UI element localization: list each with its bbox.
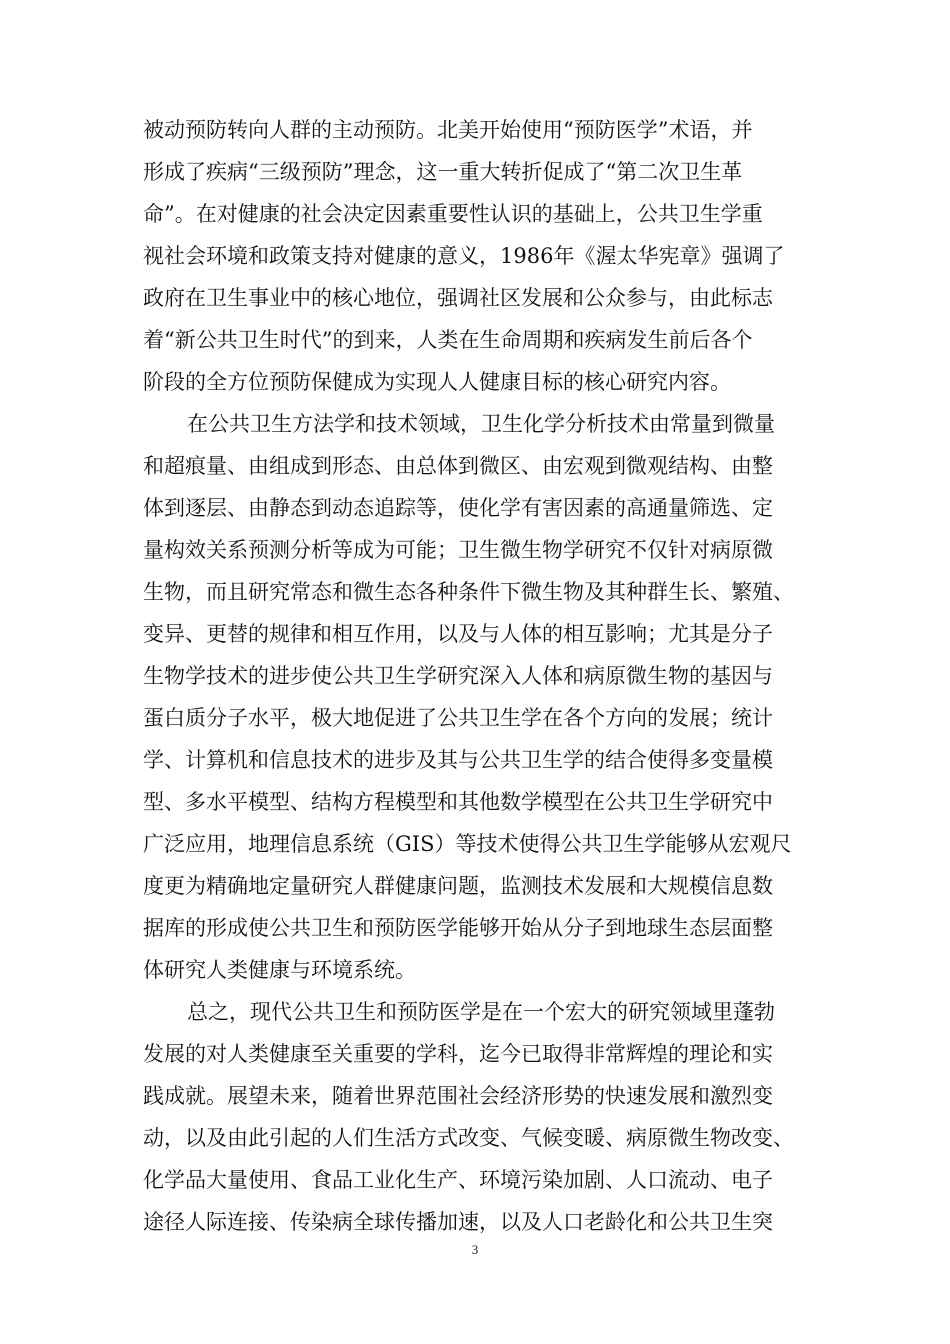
text-line: 途径人际连接、传染病全球传播加速，以及人口老龄化和公共卫生突 xyxy=(143,1210,773,1234)
text-line: 践成就。展望未来，随着世界范围社会经济形势的快速发展和激烈变 xyxy=(143,1084,773,1108)
body-text xyxy=(143,109,826,1243)
text-line: 动，以及由此引起的人们生活方式改变、气候变暖、病原微生物改变、 xyxy=(143,1126,794,1150)
text-line: 生物，而且研究常态和微生态各种条件下微生物及其种群生长、繁殖、 xyxy=(143,580,794,604)
paragraph-3 xyxy=(143,991,826,1243)
text-line: 体研究人类健康与环境系统。 xyxy=(143,958,416,982)
text-line: 广泛应用，地理信息系统（GIS）等技术使得公共卫生学能够从宏观尺 xyxy=(143,832,792,856)
text-line: 蛋白质分子水平，极大地促进了公共卫生学在各个方向的发展；统计 xyxy=(143,706,773,730)
page-number: 3 xyxy=(471,1242,479,1257)
text-line: 命”。在对健康的社会决定因素重要性认识的基础上，公共卫生学重 xyxy=(143,202,763,226)
text-line: 总之，现代公共卫生和预防医学是在一个宏大的研究领域里蓬勃 xyxy=(187,1000,775,1024)
text-line: 生物学技术的进步使公共卫生学研究深入人体和病原微生物的基因与 xyxy=(143,664,773,688)
text-line: 变异、更替的规律和相互作用，以及与人体的相互影响；尤其是分子 xyxy=(143,622,773,646)
text-line: 形成了疾病“三级预防”理念，这一重大转折促成了“第二次卫生革 xyxy=(143,160,743,184)
text-line: 和超痕量、由组成到形态、由总体到微区、由宏观到微观结构、由整 xyxy=(143,454,773,478)
text-line: 学、计算机和信息技术的进步及其与公共卫生学的结合使得多变量模 xyxy=(143,748,773,772)
text-line: 在公共卫生方法学和技术领域，卫生化学分析技术由常量到微量 xyxy=(187,412,775,436)
text-line: 阶段的全方位预防保健成为实现人人健康目标的核心研究内容。 xyxy=(143,370,731,394)
text-line: 被动预防转向人群的主动预防。北美开始使用“预防医学”术语，并 xyxy=(143,118,753,142)
paragraph-1 xyxy=(143,109,826,403)
text-line: 化学品大量使用、食品工业化生产、环境污染加剧、人口流动、电子 xyxy=(143,1168,773,1192)
text-line: 型、多水平模型、结构方程模型和其他数学模型在公共卫生学研究中 xyxy=(143,790,773,814)
text-line: 体到逐层、由静态到动态追踪等，使化学有害因素的高通量筛选、定 xyxy=(143,496,773,520)
text-line: 发展的对人类健康至关重要的学科，迄今已取得非常辉煌的理论和实 xyxy=(143,1042,773,1066)
text-line: 据库的形成使公共卫生和预防医学能够开始从分子到地球生态层面整 xyxy=(143,916,773,940)
text-line: 度更为精确地定量研究人群健康问题，监测技术发展和大规模信息数 xyxy=(143,874,773,898)
text-line: 量构效关系预测分析等成为可能；卫生微生物学研究不仅针对病原微 xyxy=(143,538,773,562)
text-line: 着“新公共卫生时代”的到来，人类在生命周期和疾病发生前后各个 xyxy=(143,328,753,352)
text-line: 政府在卫生事业中的核心地位，强调社区发展和公众参与，由此标志 xyxy=(143,286,773,310)
text-line: 视社会环境和政策支持对健康的意义，1986年《渥太华宪章》强调了 xyxy=(143,244,785,268)
paragraph-2 xyxy=(143,403,826,991)
